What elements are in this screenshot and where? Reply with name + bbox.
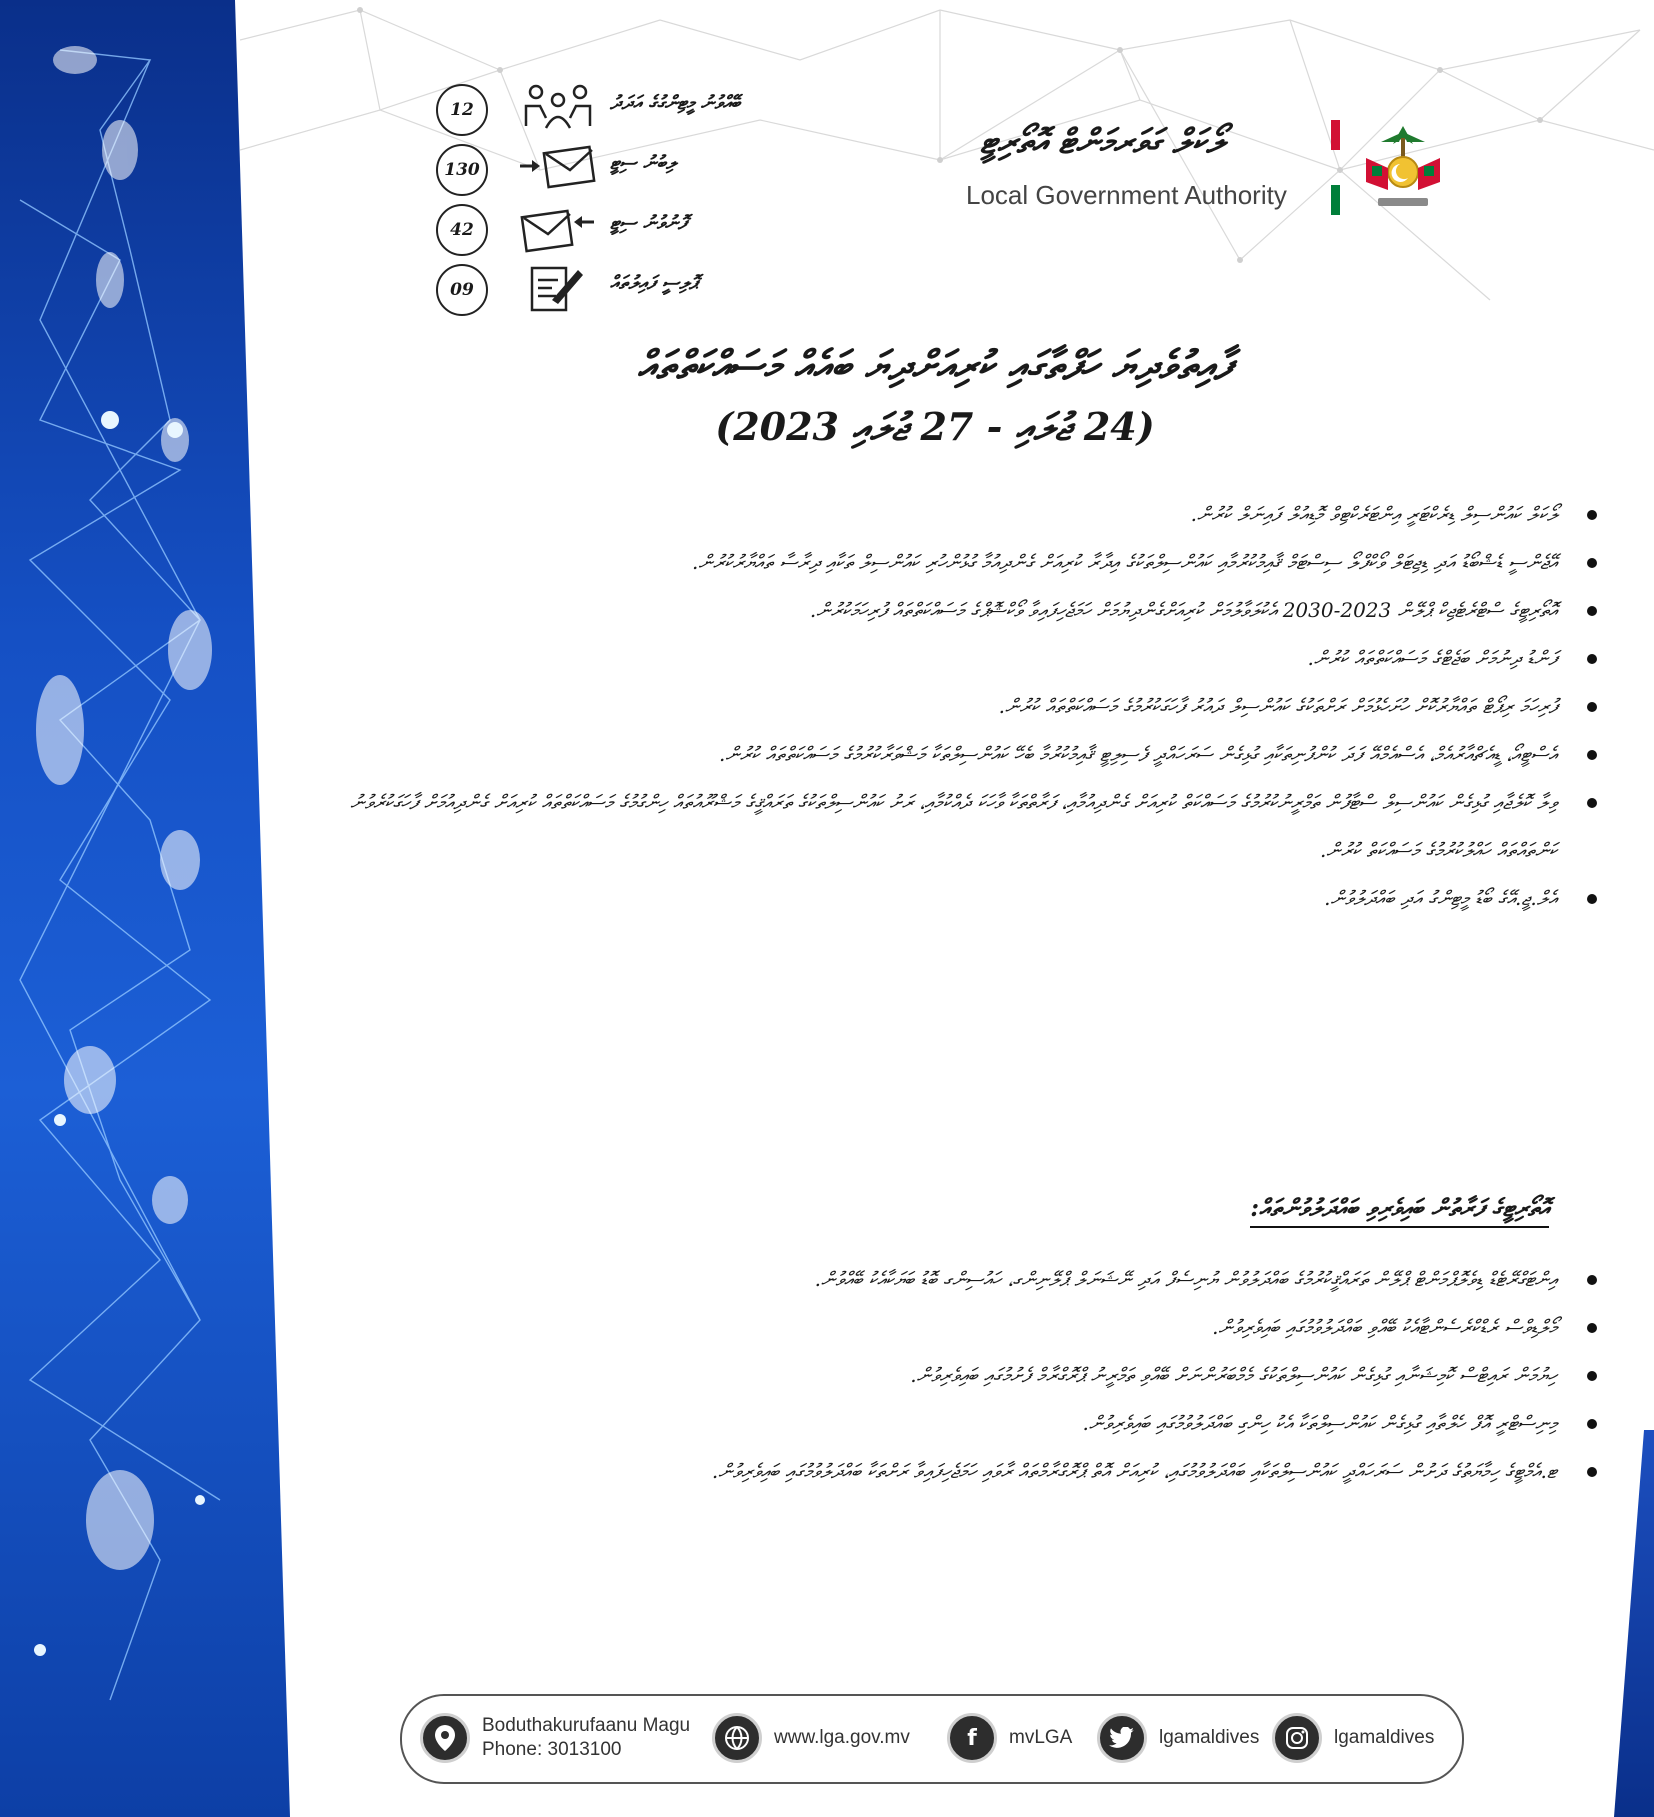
page-title: ފާއިތުވެދިޔަ ހަފްތާގައި ކުރިއަށްދިޔަ ބައެއް މަސައްކަތްތައް [637,342,1233,389]
stat-incoming-letters [430,142,760,194]
bullet-icon [1587,1371,1597,1381]
stat-meetings [430,82,760,134]
list-item-text: މޯލްޑިވްސް ރެޑްކްރެސެންޓާއެކު ބޭއްވި ބައްދަލުވުމުގައި ބައިވެރިވުން. [1212,1315,1557,1339]
flag-bar-red [1331,120,1340,150]
list-item-text: އިންޓަގްރޭޓެޑް ޑިވެލޮޕްމަންޓް ޕްލޭން ތަރައްޤީކުރުމުގެ ބައްދަލުވުން ޔުނިސެފް އަދި ނޭޝަނަލް ޕްލޭނިންގ، ހައުސިންގ ބޮޑު ބަޔަކާއެކު ބޭއްވުން. [814,1267,1557,1291]
bullet-icon [1587,654,1597,664]
footer-twitter[interactable] [1097,1710,1259,1766]
facebook-icon: f [947,1713,997,1763]
meetings-section-heading: އޮތޯރިޓީގެ ފަރާތުން ބައިވެރިވި ބައްދަލުވުންތައް: [1250,1193,1549,1228]
stat-value: 130 [436,144,488,196]
list-item [345,874,1605,922]
meeting-icon [518,82,598,134]
list-item [345,1255,1605,1303]
stat-label: ޕޮލިސީ ފައިލުތައް [610,272,698,294]
stat-label: ފޮނުވުނު ސިޓީ [610,212,687,234]
list-item-text: އޭޖެންސީ ޑެޝްބޯޑު އަދި ޑިޖިޓަލް ވޯކްފްލޯ ސިސްޓަމް ޤާއިމުކުރުމާއި ކައުންސިލްތަކުގެ އިދާރާ ކުރިއަށް ގެންދިއުމާ ގުޅުންހުރި ކައުންސިލް ތަކާއި ދިރާސާ ތައްޔާރުކުރުން. [692,550,1557,574]
instagram-handle[interactable]: lgamaldives [1334,1727,1435,1748]
list-item [345,586,1605,634]
footer-instagram[interactable] [1272,1710,1434,1766]
phone-text: Phone: 3013100 [482,1739,622,1760]
list-item-text: ހިޔުމަން ރައިޓްސް ކޮމިޝަނާއި ގުޅިގެން ކައުންސިލްތަކުގެ މެމްބަރުންނަށް ބޭއްވި ތަމްރީނު ޕްރޮގްރާމް ފެށުމުގައި ބައިވެރިވުން. [910,1363,1557,1387]
maldives-emblem-icon [1348,118,1458,218]
list-item-text: އެސްޓީއޯ، ޑީއެޗްއާރުއެމް، އެސްއެމްއޭ ފަދަ ކުންފުނިތަކާއި ގުޅިގެން ސަރަހައްދީ ފެސިލިޓީ ޤާއިމުކުރުމާ ބެހޭ ކައުންސިލްތަކާ މަޝްވަރާކުރުމުގެ މަސައްކަތްތައް ކުރުން. [718,742,1557,766]
org-name-dhivehi: ލޯކަލް ގަވަރމަންޓް އޮތޯރިޓީ [980,122,1224,162]
stats-block [430,82,760,322]
address-text: Boduthakurufaanu Magu [482,1715,691,1736]
meetings-list [345,1255,1605,1495]
bullet-icon [1587,894,1597,904]
list-item-text: ފަންޑު ދިނުމަށް ބަޖެޓްގެ މަސައްކަތްތައް ކުރުން. [1307,646,1557,670]
bullet-icon [1587,510,1597,520]
activities-list [345,490,1605,922]
contact-footer [400,1694,1464,1784]
footer-address [420,1710,690,1766]
list-item [345,1447,1605,1495]
list-item [345,1351,1605,1399]
bullet-icon [1587,750,1597,760]
document-sign-icon [518,262,598,314]
website-link[interactable]: www.lga.gov.mv [774,1727,910,1748]
list-item-text: ޓ.އެމްޓީގެ ހިމާޔަތުގެ ދަށުން ސަރަހައްދީ ކައުންސިލްތަކާއި ބައްދަލުވުމުގައި، ކުރިއަށް އޮތް ޕްރޮގްރާމްތައް ރާވައި ހަމަޖެހިފައިވާ ރަށްތަކާ ބައްދަލުވުމުގައި ބައިވެރިވުން. [711,1459,1557,1483]
list-item-text: ވިލާ ކޮލެޖާއި ގުޅިގެން ކައުންސިލް ސްޓާފުން ތަމްރީނުކުރުމުގެ މަސައްކަތް ކުރިއަށް ގެންދިއުމާއި، ފަރާތްތަކާ ވާހަކަ ދެއްކުމާއި، ރަށު ކައުންސިލްތަކުގެ ތަރައްޤީގެ މަޝްރޫއުތައް ހިންގުމުގެ މަސައްކަތްތައް ކުރިއަށް ގެންދިއުމަށް ފާހަގަކުރެވުނު ކަންތައްތައް ހައްލުކުރުމުގެ މަސައްކަތް ކުރުން. [350,790,1557,862]
footer-facebook[interactable] [947,1710,1072,1766]
globe-icon [712,1713,762,1763]
list-item-text: ލޯކަލް ކައުންސިލް ޑިރެކްޓަރީ އިންޓަރެކްޓިވް މޮޑިއުލް ފައިނަލް ކުރުން. [1190,502,1557,526]
list-item [345,490,1605,538]
list-item [345,538,1605,586]
bullet-icon [1587,606,1597,616]
incoming-mail-icon [518,142,598,194]
footer-website[interactable] [712,1710,910,1766]
list-item-text: އޮތޯރިޓީގެ ސްޓްރެޓެޖިކް ޕްލޭން 2023-2030 އެކުލަވާލުމަށް ކުރިއަށްގެންދިޔުމަށް ހަމަޖެހިފައިވާ ވޯކްޝޮޕްގެ މަސައްކަތްތައް ފުރިހަމަކުރުން. [809,598,1557,622]
stat-outgoing-letters [430,202,760,254]
outgoing-mail-icon [518,202,598,254]
twitter-icon [1097,1713,1147,1763]
stat-label: ބޭއްވުނު މީޓިންގުގެ އަދަދު [610,92,741,114]
list-item [345,682,1605,730]
bullet-icon [1587,1419,1597,1429]
list-item [345,1399,1605,1447]
stat-policy-files [430,262,760,314]
bullet-icon [1587,558,1597,568]
location-pin-icon [420,1713,470,1763]
facebook-handle[interactable]: mvLGA [1009,1727,1073,1748]
page-subtitle-date: (24 ޖުލައި - 27 ޖުލައި 2023) [715,404,1155,449]
list-item-text: ފުރިހަމަ ރިޕޯޓް ތައްޔާރުކޮށް ހުށަހެޅުމަށް ރަށްތަކުގެ ކައުންސިލް ދައުރު ފާހަގަކުރުމުގެ މަސައްކަތްތައް ކުރުން. [998,694,1557,718]
stat-value: 42 [436,204,488,256]
bullet-icon [1587,1323,1597,1333]
org-name-english: Local Government Authority [966,180,1287,210]
list-item [345,730,1605,778]
list-item [345,778,1605,874]
bullet-icon [1587,798,1597,808]
list-item-text: މިނިސްޓްރީ އޮފް ހެލްތާއި ގުޅިގެން ކައުންސިލްތަކާ އެކު ހިންގި ބައްދަލުވުމުގައި ބައިވެރިވުން. [1082,1411,1557,1435]
bullet-icon [1587,702,1597,712]
flag-bar-green [1331,185,1340,215]
stat-value: 12 [436,84,488,136]
stat-value: 09 [436,264,488,316]
decorative-strip [1614,1430,1654,1817]
list-item [345,634,1605,682]
bullet-icon [1587,1467,1597,1477]
list-item-text: އެލް.ޖީ.އޭގެ ބޯޑު މީޓިންގު އަދި ބައްދަލުވުން. [1324,886,1557,910]
stat-label: ލިބުނު ސިޓީ [610,152,677,174]
list-item [345,1303,1605,1351]
instagram-icon [1272,1713,1322,1763]
twitter-handle[interactable]: lgamaldives [1159,1727,1260,1748]
bullet-icon [1587,1275,1597,1285]
